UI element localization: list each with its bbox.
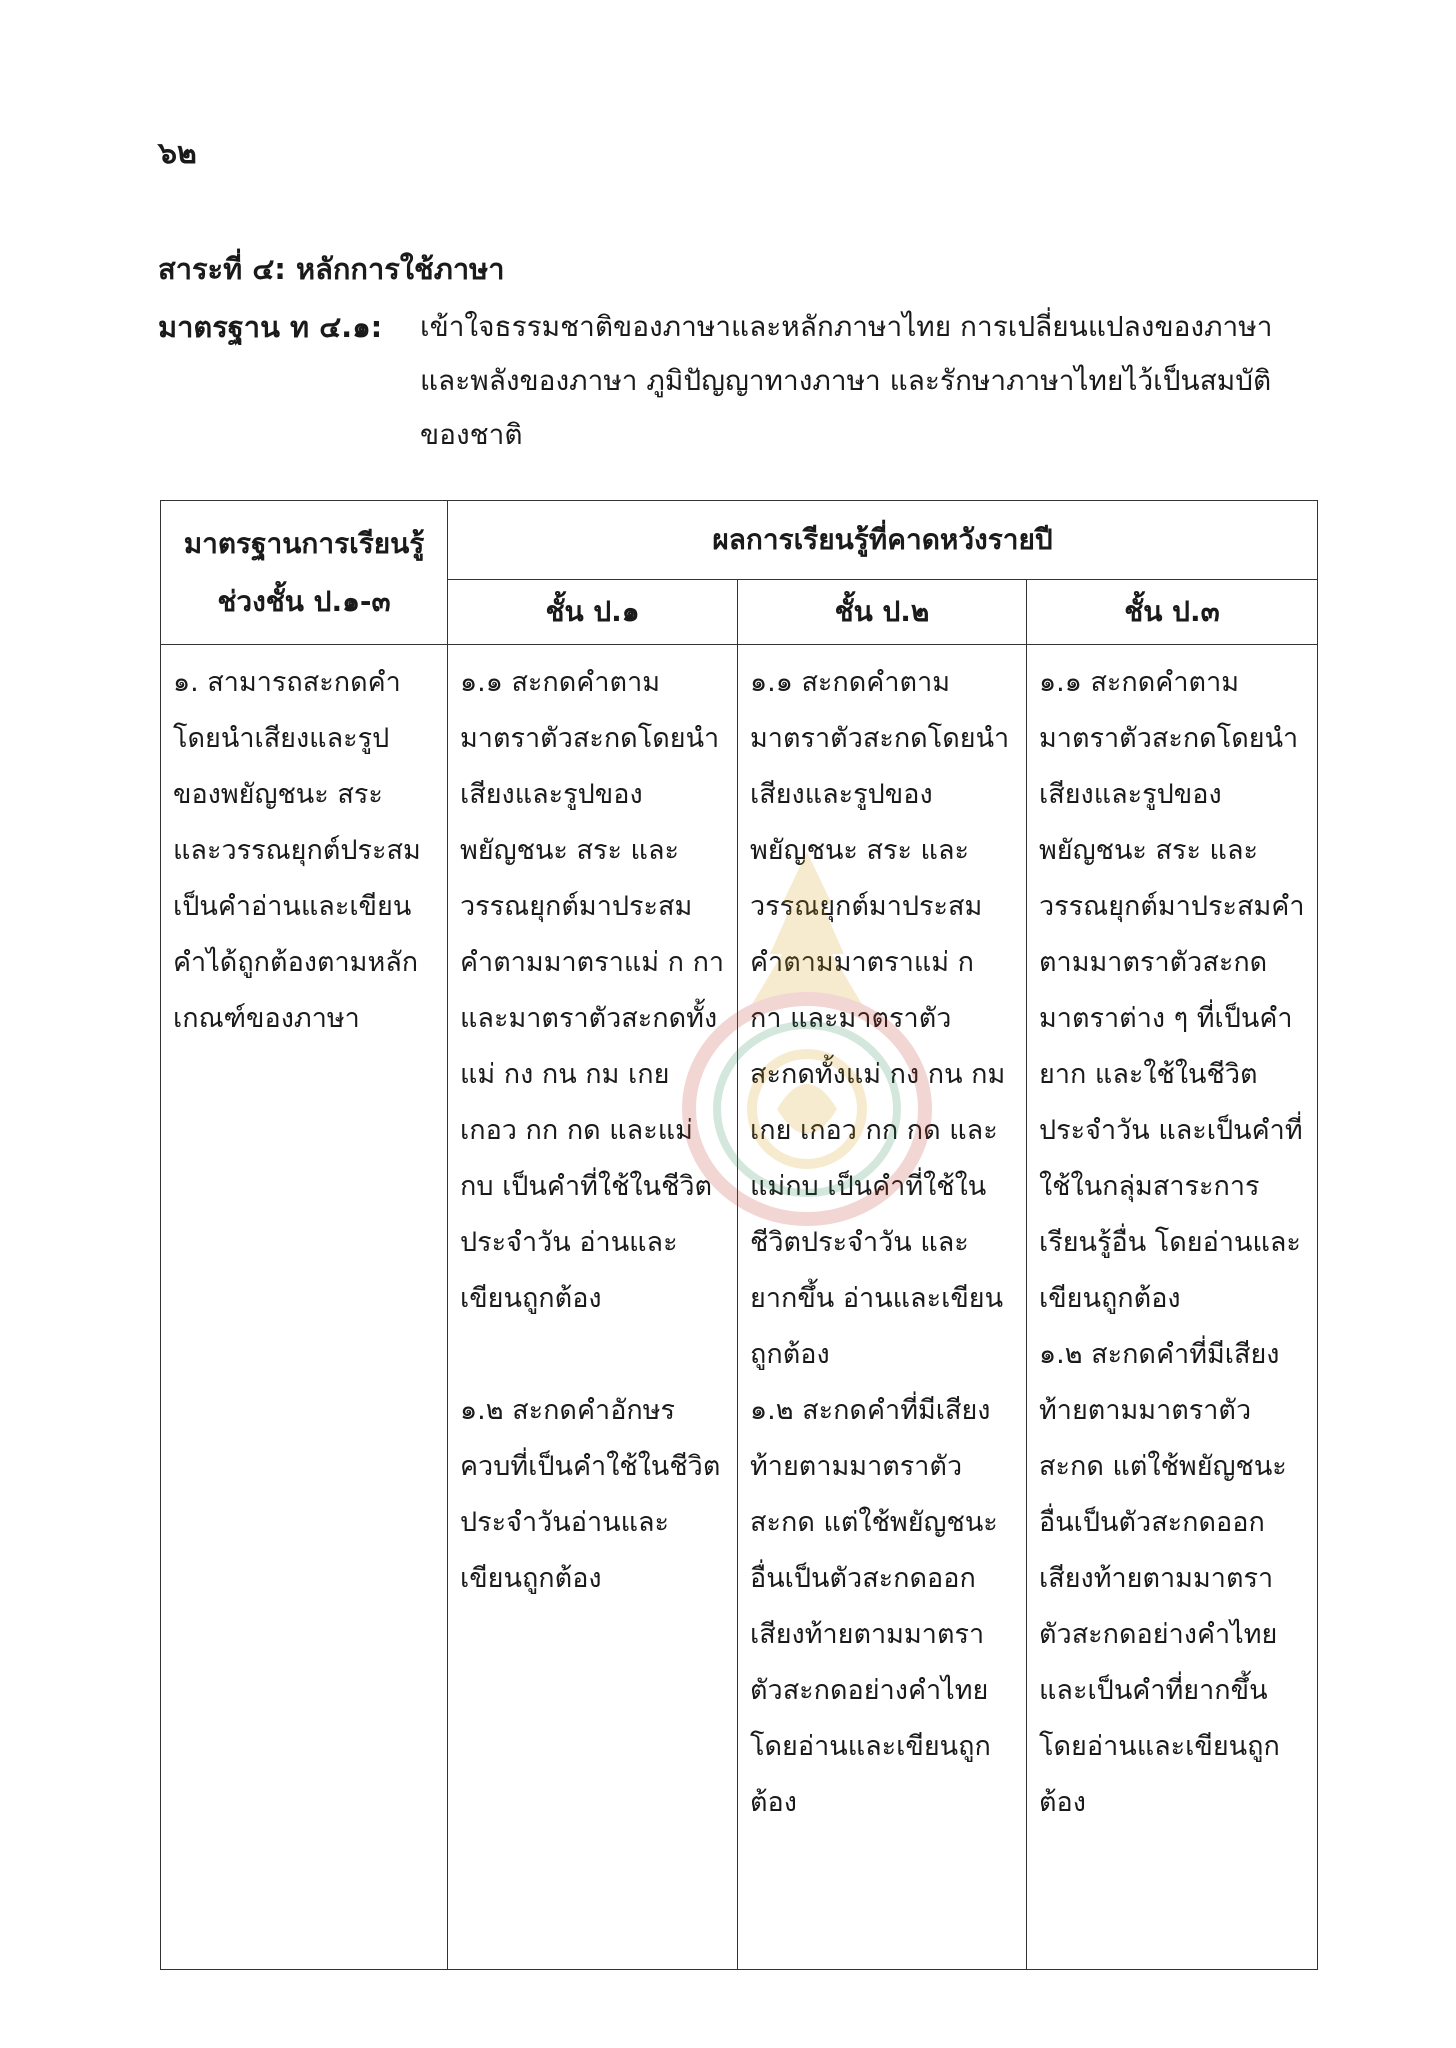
standard-text: เข้าใจธรรมชาติของภาษาและหลักภาษาไทย การเปลี่ยนแปลงของภาษาและพลังของภาษา ภูมิปัญญาทางภาษา และรักษาภาษาไทยไว้เป็นสมบัติของชาติ	[420, 310, 1273, 451]
strand-heading: สาระที่ ๔: หลักการใช้ภาษา	[158, 252, 505, 286]
grade1-outcome-1: ๑.๑ สะกดคำตามมาตราตัวสะกดโดยนำเสียงและรูปของพยัญชนะ สระ และวรรณยุกต์มาประสมคำตามมาตราแม่ ก กา และมาตราตัวสะกดทั้งแม่ กง กน กม เกย เกอว กก กด และแม่กบ เป็นคำที่ใช้ในชีวิตประจำวัน อ่านและเขียนถูกต้อง	[460, 667, 725, 1314]
cell-grade-2	[738, 645, 1027, 1970]
table-row	[161, 645, 1318, 1970]
cell-grade-3	[1027, 645, 1318, 1970]
standard-block	[158, 300, 1318, 462]
cell-grade-1	[448, 645, 738, 1970]
cell-standard	[161, 645, 448, 1970]
grade1-outcome-2: ๑.๒ สะกดคำอักษรควบที่เป็นคำใช้ในชีวิตประจำวันอ่านและเขียนถูกต้อง	[460, 1395, 721, 1594]
header-grade-1: ชั้น ป.๑	[448, 580, 738, 645]
header-learning-standard: มาตรฐานการเรียนรู้ ช่วงชั้น ป.๑-๓	[161, 501, 448, 645]
grade2-outcome-2: ๑.๒ สะกดคำที่มีเสียงท้ายตามมาตราตัวสะกด แต่ใช้พยัญชนะอื่นเป็นตัวสะกดออกเสียงท้ายตามมาตราตัวสะกดอย่างคำไทย โดยอ่านและเขียนถูกต้อง	[750, 1395, 998, 1818]
header-grade-3: ชั้น ป.๓	[1027, 580, 1318, 645]
grade3-outcome-2: ๑.๒ สะกดคำที่มีเสียงท้ายตามมาตราตัวสะกด แต่ใช้พยัญชนะอื่นเป็นตัวสะกดออกเสียงท้ายตามมาตราตัวสะกดอย่างคำไทย และเป็นคำที่ยากขึ้น โดยอ่านและเขียนถูกต้อง	[1039, 1339, 1287, 1818]
curriculum-table	[160, 500, 1318, 1970]
grade2-outcome-1: ๑.๑ สะกดคำตามมาตราตัวสะกดโดยนำเสียงและรูปของพยัญชนะ สระ และวรรณยุกต์มาประสมคำตามมาตราแม่ ก กา และมาตราตัวสะกดทั้งแม่ กง กน กม เกย เกอว กก กด และแม่กบ เป็นคำที่ใช้ในชีวิตประจำวัน และยากขึ้น อ่านและเขียนถูกต้อง	[750, 667, 1010, 1370]
standard-label: มาตรฐาน ท ๔.๑:	[158, 310, 383, 344]
header-expected-outcomes: ผลการเรียนรู้ที่คาดหวังรายปี	[448, 501, 1318, 580]
header-grade-2: ชั้น ป.๒	[738, 580, 1027, 645]
page-number: ๖๒	[158, 136, 197, 171]
standard-item: ๑. สามารถสะกดคำโดยนำเสียงและรูปของพยัญชนะ สระ และวรรณยุกต์ประสมเป็นคำอ่านและเขียนคำได้ถูกต้องตามหลักเกณฑ์ของภาษา	[173, 667, 421, 1034]
grade3-outcome-1: ๑.๑ สะกดคำตามมาตราตัวสะกดโดยนำเสียงและรูปของพยัญชนะ สระ และวรรณยุกต์มาประสมคำตามมาตราตัวสะกดมาตราต่าง ๆ ที่เป็นคำยาก และใช้ในชีวิตประจำวัน และเป็นคำที่ใช้ในกลุ่มสาระการเรียนรู้อื่น โดยอ่านและเขียนถูกต้อง	[1039, 667, 1305, 1314]
